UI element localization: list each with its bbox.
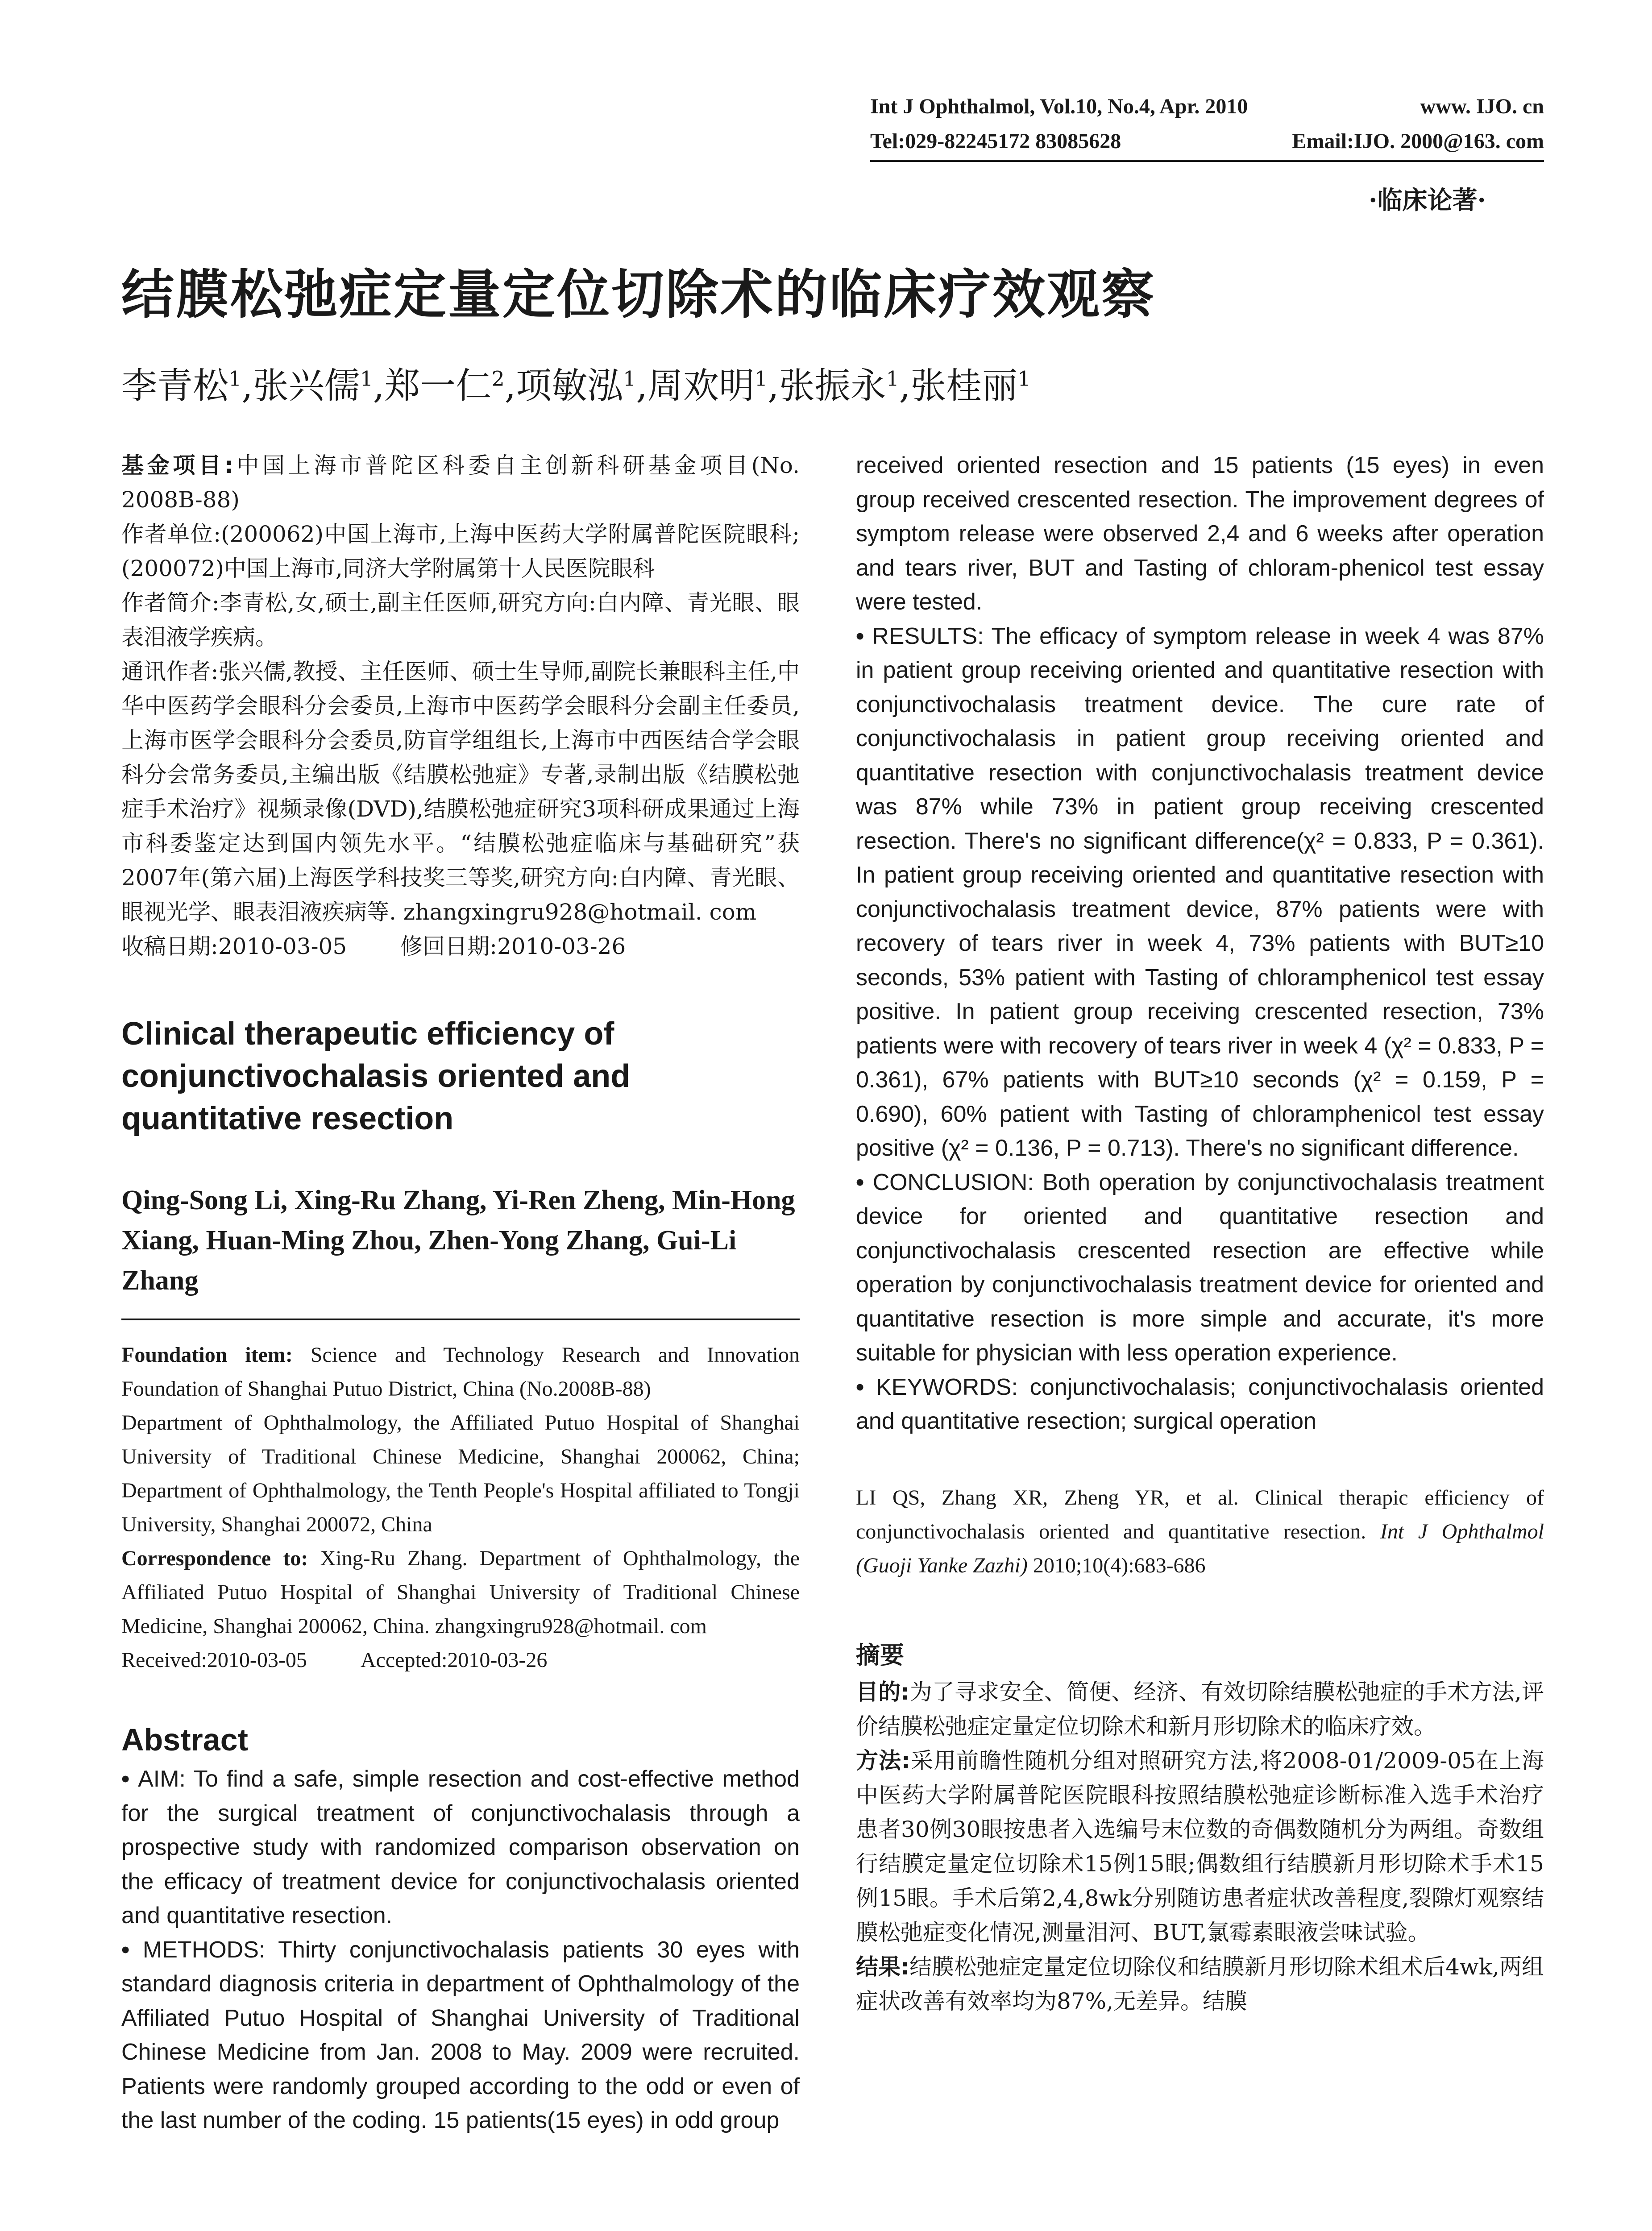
journal-email: Email:IJO. 2000@163. com (1292, 129, 1544, 153)
en-foundation-text: Science and Technology Research and Innovation Foundation of Shanghai Putuo District, China (No.2008B-88) (121, 1343, 800, 1401)
author-cn: 张桂丽 (910, 365, 1018, 406)
citation (856, 1481, 1544, 1583)
en-accepted: Accepted:2010-03-26 (360, 1648, 548, 1672)
en-title: Clinical therapeutic efficiency of conjunctivochalasis oriented and quantitative resection (121, 1016, 631, 1136)
en-info-rule (121, 1319, 800, 1320)
abstract-methods-cont: received oriented resection and 15 patients (15 eyes) in even group received crescented resection. The improvement degrees of symptom release were observed 2,4 and 6 weeks after operation and tears river, BUT and Tasting of chloram-phenicol test essay were tested. (856, 452, 1544, 615)
author-aff: 1 (360, 366, 373, 391)
cn-aim-label: 目的: (856, 1679, 910, 1705)
cn-foundation (121, 448, 800, 517)
author-cn: 郑一仁 (384, 365, 492, 406)
cn-bio-label: 作者简介: (121, 590, 220, 616)
authors-cn: 李青松$^1$,张兴儒$^1$,郑一仁$^2$,项敏泓$^1$,周欢明$^1$,张振永$^1$,张桂丽$^1$ (121, 365, 1031, 406)
journal-website: www. IJO. cn (1420, 95, 1544, 118)
header-rule (870, 160, 1544, 162)
cn-abstract-methods (856, 1744, 1544, 1950)
abstract-methods: • METHODS: Thirty conjunctivochalasis patients 30 eyes with standard diagnosis criteria in department of Ophthalmology of the Affiliated Putuo Hospital of Shanghai University of Traditional Chinese Medicine from Jan. 2008 to May. 2009 were recruited. Patients were randomly grouped according to the odd or even of the last number of the coding. 15 patients(15 eyes) in odd group (121, 1937, 800, 2133)
abstract-conclusion: • CONCLUSION: Both operation by conjunctivochalasis treatment device for oriented and quantitative resection and conjunctivochalasis crescented resection are effective while operation by conjunctivochalasis treatment device for oriented and quantitative resection is more simple and accurate, it's more suitable for physician with less operation experience. (856, 1169, 1544, 1366)
author-aff: 1 (886, 366, 899, 391)
cn-correspondence (121, 655, 800, 929)
cn-bio (121, 586, 800, 655)
author-cn: 李青松 (121, 365, 228, 406)
cn-affiliation-text: (200062)中国上海市,上海中医药大学附属普陀医院眼科;(200072)中国上海市,同济大学附属第十人民医院眼科 (121, 521, 800, 581)
cn-abstract-heading: 摘要 (856, 1641, 904, 1669)
cn-revised: 修回日期:2010-03-26 (400, 933, 626, 959)
en-received: Received:2010-03-05 (121, 1648, 307, 1672)
en-corr-text: Xing-Ru Zhang. Department of Ophthalmology, the Affiliated Putuo Hospital of Shanghai University of Traditional Chinese Medicine, Shanghai 200062, China. zhangxingru928@hotmail. com (121, 1547, 800, 1638)
abstract-keywords-text: KEYWORDS: conjunctivochalasis; conjunctivochalasis oriented and quantitative resection; surgical operation (856, 1374, 1544, 1434)
cn-dates (121, 929, 800, 964)
abstract-heading: Abstract (121, 1722, 248, 1757)
author-cn: 张振永 (779, 365, 886, 406)
en-authors: Qing-Song Li, Xing-Ru Zhang, Yi-Ren Zheng, Min-Hong Xiang, Huan-Ming Zhou, Zhen-Yong Zhang, Gui-Li Zhang (121, 1185, 795, 1296)
citation-detail: 2010;10(4):683-686 (1027, 1553, 1206, 1577)
cn-affiliation-label: 作者单位: (121, 521, 221, 547)
author-aff: 2 (491, 366, 505, 391)
author-cn: 周欢明 (647, 365, 755, 406)
cn-abstract-aim (856, 1675, 1544, 1744)
en-correspondence (121, 1542, 800, 1643)
section-tag: ·临床论著· (1369, 186, 1486, 215)
en-foundation (121, 1338, 800, 1406)
title-cn: 结膜松弛症定量定位切除术的临床疗效观察 (121, 264, 1156, 325)
author-aff: 1 (1017, 366, 1031, 391)
author-cn: 项敏泓 (516, 365, 623, 406)
author-aff: 1 (623, 366, 636, 391)
abstract-conclusion-text: CONCLUSION: Both operation by conjunctivochalasis treatment device for oriented and quantitative resection and conjunctivochalasis crescented resection are effective while operation by conjunctivochalasis treatment device for oriented and quantitative resection is more simple and accurate, it's more suitable for physician with less operation experience. (856, 1169, 1544, 1366)
cn-results-text: 结膜松弛症定量定位切除仪和结膜新月形切除术组术后4wk,两组症状改善有效率均为87%,无差异。结膜 (856, 1953, 1544, 2014)
en-corr-label: Correspondence to: (121, 1547, 308, 1570)
cn-methods-text: 采用前瞻性随机分组对照研究方法,将2008-01/2009-05在上海中医药大学附属普陀医院眼科按照结膜松弛症诊断标准入选手术治疗患者30例30眼按患者入选编号末位数的奇偶数随机分为两组。奇数组行结膜定量定位切除术15例15眼;偶数组行结膜新月形切除术手术15例15眼。手术后第2,4,8wk分别随访患者症状改善程度,裂隙灯观察结膜松弛症变化情况,测量泪河、BUT,氯霉素眼液尝味试验。 (856, 1747, 1544, 1945)
abstract-results: • RESULTS: The efficacy of symptom release in week 4 was 87% in patient group receiving oriented and quantitative resection with conjunctivochalasis treatment device. The cure rate of conjunctivochalasis in patient group receiving oriented and quantitative resection with conjunctivochalasis treatment device was 87% while 73% in patient group receiving crescented resection. There's no significant difference(χ² = 0.833, P = 0.361). In patient group receiving oriented and quantitative resection with conjunctivochalasis treatment device, 87% patients were with recovery of tears river in week 4, 73% patients with BUT≥10 seconds, 53% patient with Tasting of chloramphenicol test essay positive. In patient group receiving crescented resection, 73% patients were with recovery of tears river in week 4 (χ² = 0.833, P = 0.361), 67% patients with BUT≥10 seconds (χ² = 0.159, P = 0.690), 60% patient with Tasting of chloramphenicol test essay positive (χ² = 0.136, P = 0.713). There's no significant difference. (856, 623, 1544, 1161)
abstract-aim-text: AIM: To find a safe, simple resection and cost-effective method for the surgical treatment of conjunctivochalasis through a prospective study with randomized comparison observation on the efficacy of treatment device for conjunctivochalasis oriented and quantitative resection. (121, 1766, 800, 1928)
en-dates (121, 1643, 800, 1677)
cn-aim-text: 为了寻求安全、简便、经济、有效切除结膜松弛症的手术方法,评价结膜松弛症定量定位切除术和新月形切除术的临床疗效。 (856, 1679, 1544, 1739)
abstract-methods-left-text: METHODS: Thirty conjunctivochalasis patients 30 eyes with standard diagnosis criteria in department of Ophthalmology of the Affiliated Putuo Hospital of Shanghai University of Traditional Chinese Medicine from Jan. 2008 to May. 2009 were recruited. Patients were randomly grouped according to the odd or even of the last number of the coding. 15 patients(15 eyes) in odd group (121, 1937, 800, 2133)
cn-foundation-text: 中国上海市普陀区科委自主创新科研基金项目(No. 2008B-88) (121, 452, 800, 513)
left-column (121, 448, 800, 2138)
cn-affiliation (121, 517, 800, 586)
cn-abstract-results (856, 1950, 1544, 2019)
running-header (870, 89, 1544, 159)
cn-methods-label: 方法: (856, 1747, 911, 1774)
author-cn: 张兴儒 (253, 365, 360, 406)
right-column (856, 448, 1544, 2019)
cn-foundation-label: 基金项目: (121, 452, 233, 478)
abstract-results-text: RESULTS: The efficacy of symptom release in week 4 was 87% in patient group receiving oriented and quantitative resection with conjunctivochalasis treatment device. The cure rate of conjunctivochalasis in patient group receiving oriented and quantitative resection with conjunctivochalasis treatment device was 87% while 73% in patient group receiving crescented resection. There's no significant difference(χ² = 0.833, P = 0.361). In patient group receiving oriented and quantitative resection with conjunctivochalasis treatment device, 87% patients were with recovery of tears river in week 4, 73% patients with BUT≥10 seconds, 53% patient with Tasting of chloramphenicol test essay positive. In patient group receiving crescented resection, 73% patients were with recovery of tears river in week 4 (χ² = 0.833, P = 0.361), 67% patients with BUT≥10 seconds (χ² = 0.159, P = 0.690), 60% patient with Tasting of chloramphenicol test essay positive (χ² = 0.136, P = 0.713). There's no significant difference. (856, 623, 1544, 1161)
en-affiliation: Department of Ophthalmology, the Affiliated Putuo Hospital of Shanghai University of Traditional Chinese Medicine, Shanghai 200062, China; Department of Ophthalmology, the Tenth People's Hospital affiliated to Tongji University, Shanghai 200072, China (121, 1411, 800, 1536)
journal-line: Int J Ophthalmol, Vol.10, No.4, Apr. 2010 (870, 95, 1248, 118)
cn-corr-label: 通讯作者: (121, 659, 219, 684)
author-aff: 1 (754, 366, 768, 391)
cn-received: 收稿日期:2010-03-05 (121, 933, 347, 959)
abstract-keywords: • KEYWORDS: conjunctivochalasis; conjunctivochalasis oriented and quantitative resection; surgical operation (856, 1374, 1544, 1434)
en-foundation-label: Foundation item: (121, 1343, 293, 1367)
abstract-aim: • AIM: To find a safe, simple resection and cost-effective method for the surgical treatment of conjunctivochalasis through a prospective study with randomized comparison observation on the efficacy of treatment device for conjunctivochalasis oriented and quantitative resection. (121, 1766, 800, 1928)
cn-bio-text: 李青松,女,硕士,副主任医师,研究方向:白内障、青光眼、眼表泪液学疾病。 (121, 590, 800, 650)
citation-text: LI QS, Zhang XR, Zheng YR, et al. Clinical therapic efficiency of conjunctivochalasis oriented and quantitative resection. (856, 1485, 1544, 1543)
citation-journal: Int J Ophthalmol (Guoji Yanke Zazhi) (856, 1519, 1544, 1577)
author-aff: 1 (228, 366, 242, 391)
journal-tel: Tel:029-82245172 83085628 (870, 129, 1121, 153)
cn-corr-text: 张兴儒,教授、主任医师、硕士生导师,副院长兼眼科主任,中华中医药学会眼科分会委员,上海市中医药学会眼科分会副主任委员,上海市医学会眼科分会委员,防盲学组组长,上海市中西医结合学会眼科分会常务委员,主编出版《结膜松弛症》专著,录制出版《结膜松弛症手术治疗》视频录像(DVD),结膜松弛症研究3项科研成果通过上海市科委鉴定达到国内领先水平。“结膜松弛症临床与基础研究”获2007年(第六届)上海医学科技奖三等奖,研究方向:白内障、青光眼、眼视光学、眼表泪液疾病等. zhangxingru928@hotmail. com (121, 659, 800, 925)
cn-results-label: 结果: (856, 1953, 910, 1980)
